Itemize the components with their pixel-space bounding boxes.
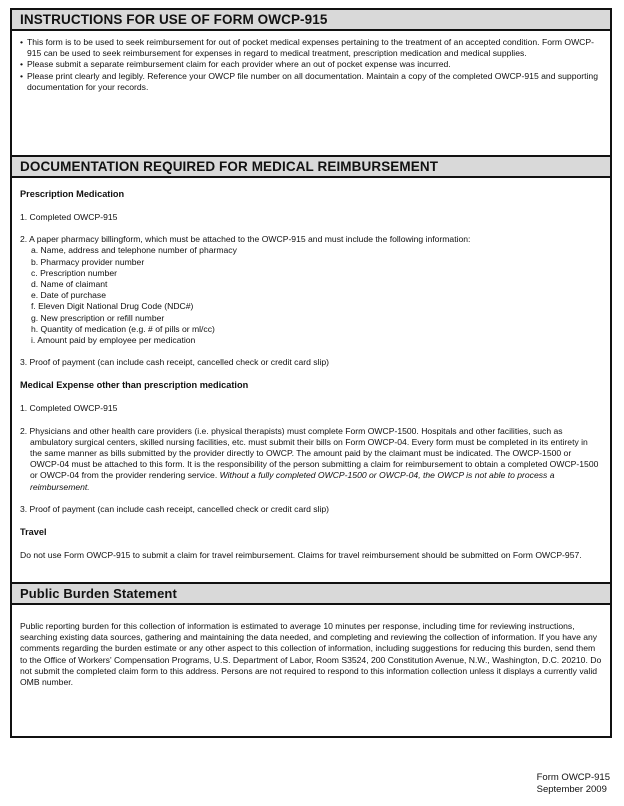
prescription-item-3: 3. Proof of payment (can include cash receipt, cancelled check or credit card slip) <box>20 357 330 368</box>
medical-item-3: 3. Proof of payment (can include cash receipt, cancelled check or credit card slip) <box>20 503 330 514</box>
burden-section <box>12 605 610 688</box>
pharmacy-info-list <box>20 245 602 346</box>
instruction-bullet: • Please print clearly and legibly. Reference your OWCP file number on all documentation. Maintain a copy of the completed OWCP-915 and supporting documentation for your records. <box>20 70 598 92</box>
bullet-icon: • <box>20 70 24 81</box>
list-item: c. Prescription number <box>31 267 117 278</box>
instructions-header: INSTRUCTIONS FOR USE OF FORM OWCP-915 <box>12 10 610 31</box>
form-date: September 2009 <box>536 783 607 795</box>
list-item: b. Pharmacy provider number <box>31 256 145 267</box>
list-item: d. Name of claimant <box>31 279 108 290</box>
travel-heading: Travel <box>20 527 47 538</box>
documentation-section <box>12 178 610 582</box>
prescription-heading: Prescription Medication <box>20 189 125 199</box>
burden-text: Public reporting burden for this collection of information is estimated to average 10 minutes per response, including time for reviewing instructions, searching existing data sources, gathering and maintaining the data needed, and completing and reviewing the collection of information. If you have any comments regarding the burden estimate or any other aspect to this collection of information, including suggestions for reducing this burden, send them to the Office of Workers' Compensation Programs, U.S. Department of Labor, Room S3524, 200 Constitution Avenue, N.W., Washington, D.C. 20210. Do not submit the completed claim form to this address. Persons are not required to respond to this information collection unless it displays a currently valid OMB number. <box>20 621 602 688</box>
medical-item-2: 2. Physicians and other health care providers (i.e. physical therapists) must complete Form OWCP-1500. Hospitals and other facilities, such as ambulatory surgical centers, skilled nursing facilities, etc. must submit their bills on Form OWCP-04. Every form must be completed in its entirety in the same manner as bills submitted by the provider directly to OWCP. The amount paid by the claimant must be indicated. The OWCP-1500 or OWCP-04 must be attached to this form. It is the responsibility of the person submitting a claim for reimbursement to obtain a completed OWCP-1500 or OWCP-04 from the provider rendering service. Without a fully completed OWCP-1500 or OWCP-04, the OWCP is not able to process a reimbursement. <box>20 425 599 492</box>
instruction-bullet: • This form is to be used to seek reimbursement for out of pocket medical expenses pertaining to the treatment of an accepted condition. Form OWCP-915 can be used to seek reimbursement for expenses in regard to medical treatment, prescription medication and medical supplies. <box>20 37 594 59</box>
burden-header: Public Burden Statement <box>12 582 610 605</box>
medical-item-1: 1. Completed OWCP-915 <box>20 403 118 414</box>
form-number: Form OWCP-915 <box>536 772 610 783</box>
bullet-icon: • <box>20 59 24 70</box>
instructions-section <box>12 31 610 155</box>
list-item: e. Date of purchase <box>31 290 107 301</box>
list-item: g. New prescription or refill number <box>31 312 165 323</box>
prescription-item-1: 1. Completed OWCP-915 <box>20 212 118 222</box>
form-footer <box>537 772 610 795</box>
prescription-item-2: 2. A paper pharmacy billingform, which must be attached to the OWCP-915 and must include the following information: a. Name, address and telephone number of pharmacy b. Pharmacy provider number c. Prescription number d. Name of claimant e. Date of purchase f. Eleven Digit National Drug Code (NDC#) g. New prescription or refill number h. Quantity of medication (e.g. # of pills or ml/cc) i. Amount paid by employee per medication <box>20 234 602 346</box>
instruction-bullet: • Please submit a separate reimbursement claim for each provider where an out of pocket expense was incurred. <box>20 59 451 70</box>
bullet-icon: • <box>20 37 24 47</box>
list-item: f. Eleven Digit National Drug Code (NDC#) <box>31 301 194 312</box>
list-item: h. Quantity of medication (e.g. # of pills or ml/cc) <box>31 323 215 334</box>
list-item: i. Amount paid by employee per medication <box>31 335 196 346</box>
list-item: a. Name, address and telephone number of pharmacy <box>31 245 237 256</box>
travel-text: Do not use Form OWCP-915 to submit a claim for travel reimbursement. Claims for travel reimbursement should be submitted on Form OWCP-957. <box>20 550 582 561</box>
medical-heading: Medical Expense other than prescription medication <box>20 380 249 391</box>
documentation-header: DOCUMENTATION REQUIRED FOR MEDICAL REIMBURSEMENT <box>12 155 610 178</box>
form-container <box>10 8 612 738</box>
